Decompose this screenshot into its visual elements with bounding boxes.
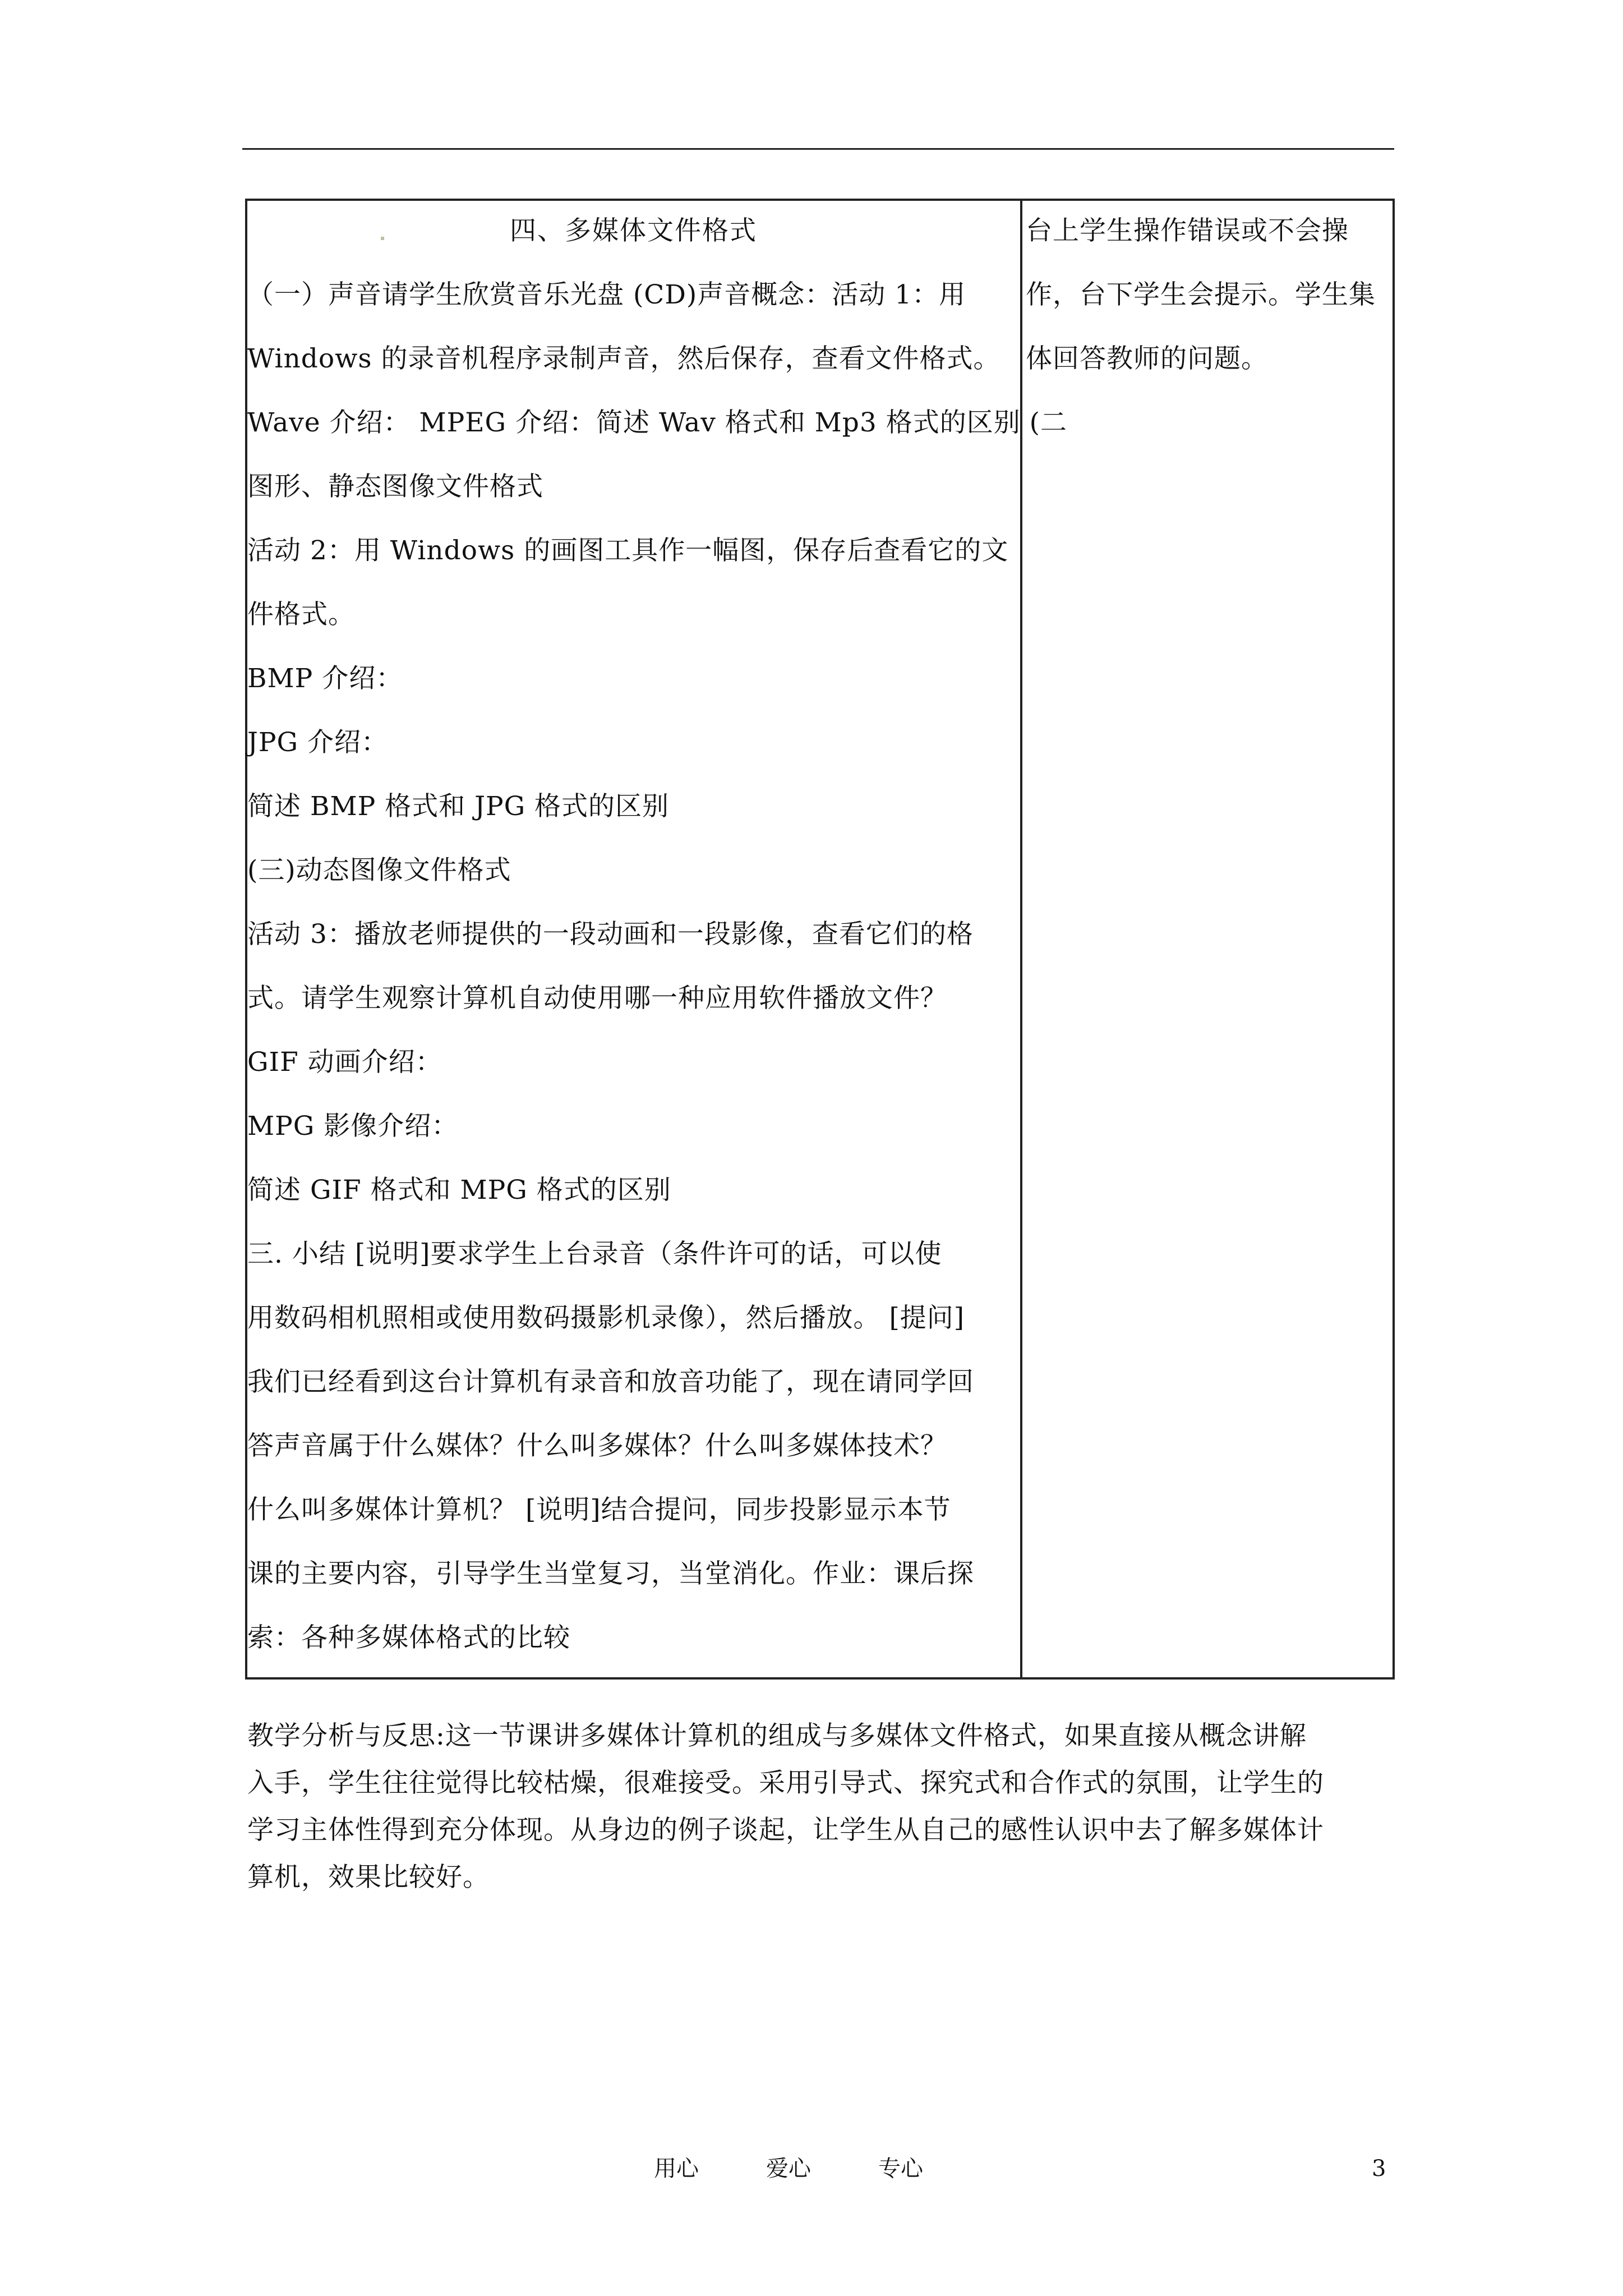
activity-line: 作，台下学生会提示。学生集 xyxy=(1026,279,1376,310)
reflection-line: 算机，效果比较好。 xyxy=(247,1862,490,1893)
reflection-line: 教学分析与反思:这一节课讲多媒体计算机的组成与多媒体文件格式，如果直接从概念讲解 xyxy=(247,1720,1307,1751)
footer-slogan-word: 专心 xyxy=(878,2156,923,2182)
content-line: Wave 介绍： MPEG 介绍：简述 Wav 格式和 Mp3 格式的区别 (二 xyxy=(247,407,1067,438)
activity-line: 体回答教师的问题。 xyxy=(1026,343,1268,374)
speck-mark xyxy=(381,237,384,240)
reflection-line: 学习主体性得到充分体现。从身边的例子谈起，让学生从自己的感性认识中去了解多媒体计 xyxy=(247,1815,1324,1846)
content-line: 用数码相机照相或使用数码摄影机录像），然后播放。 [提问] xyxy=(247,1303,965,1333)
reflection-line: 入手，学生往往觉得比较枯燥，很难接受。采用引导式、探究式和合作式的氛围，让学生的 xyxy=(247,1768,1324,1798)
content-line: GIF 动画介绍： xyxy=(247,1047,442,1078)
content-line: 答声音属于什么媒体？什么叫多媒体？什么叫多媒体技术？ xyxy=(247,1430,947,1461)
content-line: 课的主要内容，引导学生当堂复习，当堂消化。作业：课后探 xyxy=(247,1558,974,1589)
content-line: 简述 GIF 格式和 MPG 格式的区别 xyxy=(247,1175,671,1205)
lesson-table xyxy=(245,199,1395,1680)
content-line: 式。请学生观察计算机自动使用哪一种应用软件播放文件？ xyxy=(247,983,947,1014)
content-line: Windows 的录音机程序录制声音，然后保存，查看文件格式。 xyxy=(247,343,1000,374)
footer-slogan-word: 爱心 xyxy=(766,2156,811,2182)
content-line: 件格式。 xyxy=(247,599,355,630)
activity-line: 台上学生操作错误或不会操 xyxy=(1026,215,1349,246)
page-number: 3 xyxy=(1372,2156,1386,2182)
content-line: 图形、静态图像文件格式 xyxy=(247,471,543,502)
content-line: 索：各种多媒体格式的比较 xyxy=(247,1622,570,1653)
content-line: JPG 介绍： xyxy=(247,727,388,758)
footer-slogan xyxy=(654,2152,990,2185)
content-line: (三)动态图像文件格式 xyxy=(247,855,511,886)
content-line: 三. 小结 [说明]要求学生上台录音（条件许可的话，可以使 xyxy=(247,1239,942,1269)
content-line: BMP 介绍： xyxy=(247,663,403,694)
content-line: MPG 影像介绍： xyxy=(247,1111,459,1142)
content-line: 活动 3：播放老师提供的一段动画和一段影像，查看它们的格 xyxy=(247,919,974,950)
student-activity-column xyxy=(1022,201,1395,1677)
content-line: 活动 2：用 Windows 的画图工具作一幅图，保存后查看它的文 xyxy=(247,535,1009,566)
content-line: 简述 BMP 格式和 JPG 格式的区别 xyxy=(247,791,670,822)
content-line: 什么叫多媒体计算机？ [说明]结合提问，同步投影显示本节 xyxy=(247,1494,951,1525)
footer-slogan-word: 用心 xyxy=(654,2156,699,2182)
content-line: 我们已经看到这台计算机有录音和放音功能了，现在请同学回 xyxy=(247,1366,974,1397)
content-line: （一）声音请学生欣赏音乐光盘 (CD)声音概念：活动 1：用 xyxy=(247,279,966,310)
page-footer xyxy=(0,2152,1623,2185)
section-title: 四、多媒体文件格式 xyxy=(510,215,757,246)
header-rule xyxy=(242,148,1394,150)
teaching-content-column xyxy=(247,201,1067,1677)
